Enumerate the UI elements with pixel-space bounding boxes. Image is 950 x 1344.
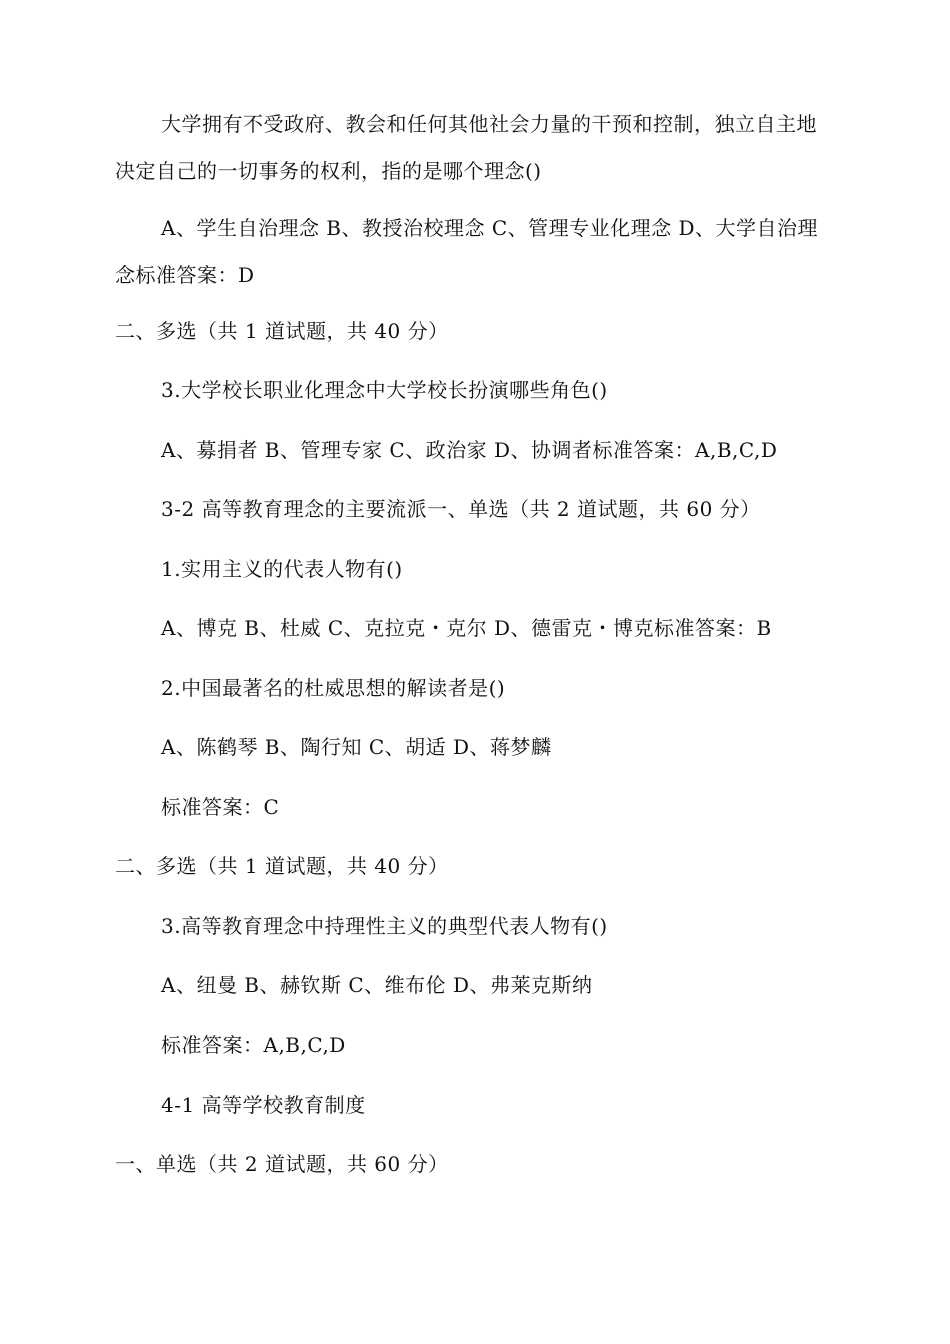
question-stem-paragraph: 大学拥有不受政府、教会和任何其他社会力量的干预和控制，独立自主地决定自己的一切事务的权利，指的是哪个理念() [115,112,817,183]
options-answer-paragraph: A、学生自治理念 B、教授治校理念 C、管理专业化理念 D、大学自治理念标准答案：D [115,216,819,287]
section-heading: 二、多选（共 1 道试题，共 40 分） [115,319,449,343]
question-text: 1.实用主义的代表人物有() [161,557,403,581]
question-text: 3.高等教育理念中持理性主义的典型代表人物有() [161,914,608,938]
section-heading: 一、单选（共 2 道试题，共 60 分） [115,1152,449,1176]
section-heading: 二、多选（共 1 道试题，共 40 分） [115,854,449,878]
answer-text: 标准答案：A,B,C,D [161,1033,346,1057]
answer-text: 标准答案：C [161,795,280,819]
options-answer-text: A、募捐者 B、管理专家 C、政治家 D、协调者标准答案：A,B,C,D [161,438,778,462]
question-text: 3.大学校长职业化理念中大学校长扮演哪些角色() [161,378,608,402]
chapter-heading: 3-2 高等教育理念的主要流派一、单选（共 2 道试题，共 60 分） [161,497,761,521]
chapter-heading: 4-1 高等学校教育制度 [161,1093,366,1117]
question-text: 2.中国最著名的杜威思想的解读者是() [161,676,506,700]
options-text: A、陈鹤琴 B、陶行知 C、胡适 D、蒋梦麟 [161,735,552,759]
options-text: A、纽曼 B、赫钦斯 C、维布伦 D、弗莱克斯纳 [161,973,593,997]
options-answer-text: A、博克 B、杜威 C、克拉克・克尔 D、德雷克・博克标准答案：B [161,616,772,640]
